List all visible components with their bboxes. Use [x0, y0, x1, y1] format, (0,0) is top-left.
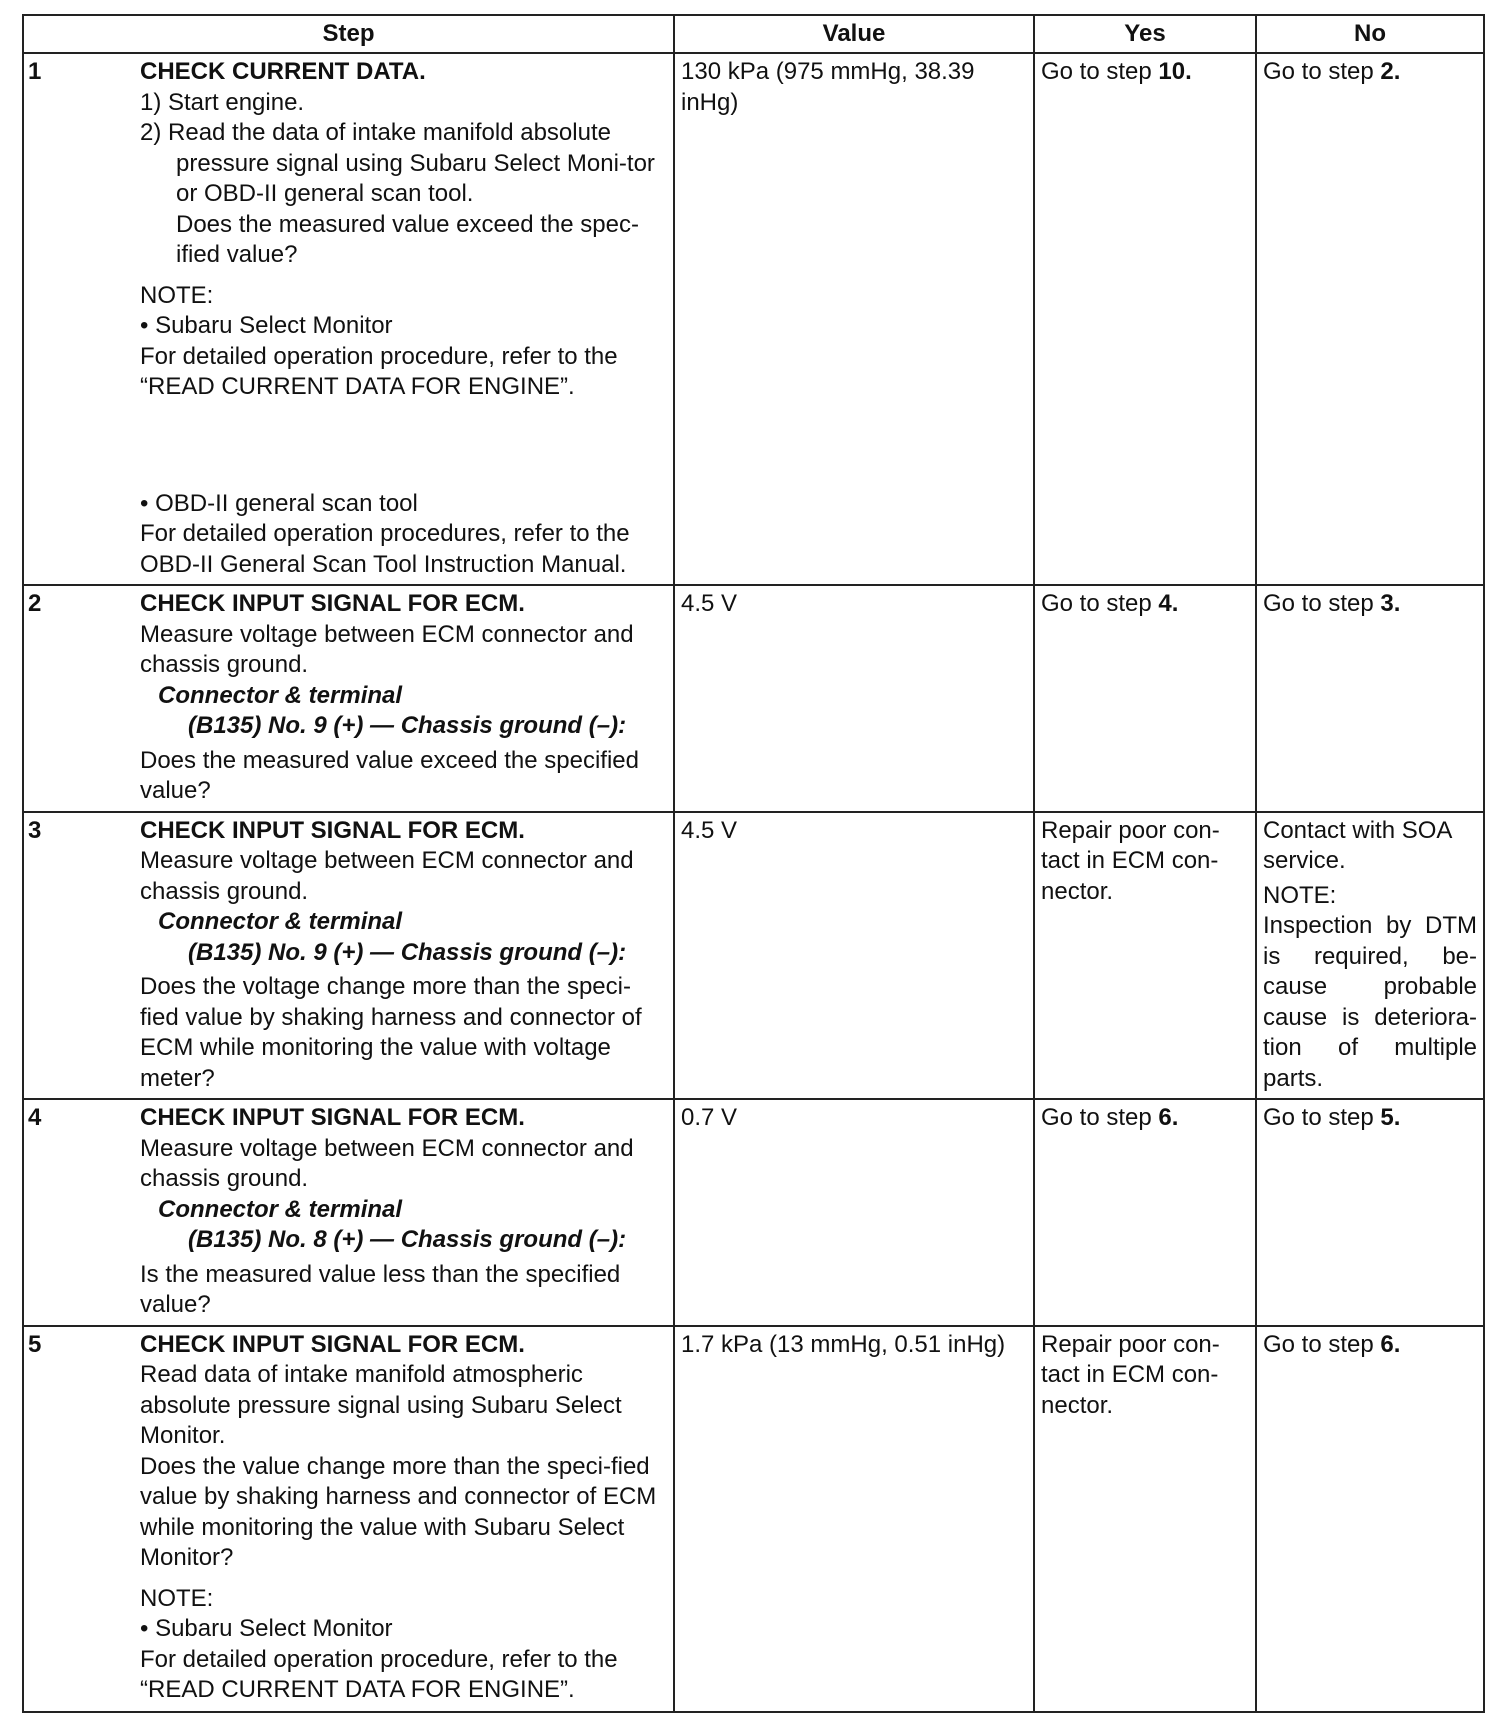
step-title: CHECK INPUT SIGNAL FOR ECM. — [140, 1330, 525, 1358]
no-text: Go to step — [1263, 1330, 1381, 1358]
step-cell — [23, 1326, 674, 1713]
table-row — [23, 585, 1484, 812]
table-row — [23, 53, 1484, 585]
yes-text: Go to step — [1041, 590, 1159, 617]
yes-cell: Repair poor con-tact in ECM con-nector. — [1034, 1326, 1256, 1713]
header-yes: Yes — [1034, 15, 1256, 53]
table-row — [23, 1099, 1484, 1326]
step-instruction: 2) Read the data of intake manifold absolute pressure signal using Subaru Select Moni-tor or OBD-II general scan tool. — [140, 119, 655, 207]
step-number: 4 — [28, 1104, 42, 1131]
no-step: 2. — [1380, 58, 1401, 85]
no-text: Go to step — [1263, 1104, 1381, 1131]
value-cell: 0.7 V — [674, 1099, 1034, 1326]
connector-terminal: (B135) No. 9 (+) — Chassis ground (–): — [188, 938, 627, 966]
note-bullet: • OBD-II general scan tool — [140, 489, 418, 517]
step-number: 1 — [28, 58, 42, 85]
yes-cell — [1034, 1099, 1256, 1326]
step-question: Does the measured value exceed the specified value? — [140, 746, 639, 804]
no-step: 5. — [1380, 1104, 1401, 1131]
no-text: Contact with SOA service. — [1263, 816, 1452, 874]
connector-terminal: (B135) No. 9 (+) — Chassis ground (–): — [188, 712, 627, 739]
step-number: 3 — [28, 816, 42, 844]
connector-label: Connector & terminal — [158, 681, 403, 709]
note-label: NOTE: — [140, 1584, 214, 1612]
step-title: CHECK INPUT SIGNAL FOR ECM. — [140, 816, 525, 844]
step-title: CHECK CURRENT DATA. — [140, 58, 426, 85]
note-text: For detailed operation procedure, refer to the “READ CURRENT DATA FOR ENGINE”. — [140, 1645, 618, 1703]
step-number: 2 — [28, 590, 42, 617]
note-text: For detailed operation procedures, refer to the OBD-II General Scan Tool Instruction Manual. — [140, 520, 630, 578]
no-cell — [1256, 812, 1484, 1100]
yes-text: Go to step — [1041, 1104, 1159, 1131]
note-bullet: • Subaru Select Monitor — [140, 312, 393, 339]
step-question: Is the measured value less than the specified value? — [140, 1260, 621, 1318]
connector-label: Connector & terminal — [158, 1195, 403, 1223]
yes-step: 4. — [1158, 590, 1179, 617]
no-note-label: NOTE: — [1263, 881, 1337, 909]
step-instruction: Measure voltage between ECM connector and chassis ground. — [140, 847, 634, 905]
step-instruction: Measure voltage between ECM connector and chassis ground. — [140, 1134, 634, 1192]
yes-cell — [1034, 585, 1256, 812]
step-title: CHECK INPUT SIGNAL FOR ECM. — [140, 590, 525, 617]
no-note-text: Inspection by DTM is required, be-cause probable cause is deteriora-tion of multiple parts. — [1263, 912, 1477, 1092]
yes-text: Go to step — [1041, 58, 1159, 85]
no-text: Go to step — [1263, 590, 1381, 617]
table-row — [23, 1326, 1484, 1713]
yes-step: 10. — [1158, 58, 1192, 85]
yes-cell: Repair poor con-tact in ECM con-nector. — [1034, 812, 1256, 1100]
step-instruction: Measure voltage between ECM connector and chassis ground. — [140, 620, 634, 678]
step-cell — [23, 53, 674, 585]
step-title: CHECK INPUT SIGNAL FOR ECM. — [140, 1104, 525, 1131]
no-step: 6. — [1380, 1330, 1401, 1358]
value-cell: 4.5 V — [674, 585, 1034, 812]
value-cell: 4.5 V — [674, 812, 1034, 1100]
header-row — [23, 15, 1484, 53]
note-label: NOTE: — [140, 281, 214, 309]
no-cell — [1256, 1326, 1484, 1713]
header-value: Value — [674, 15, 1034, 53]
note-text: For detailed operation procedure, refer to the “READ CURRENT DATA FOR ENGINE”. — [140, 342, 618, 400]
no-text: Go to step — [1263, 58, 1381, 85]
step-number: 5 — [28, 1330, 42, 1358]
step-question: Does the value change more than the speci-fied value by shaking harness and connector of ECM while monitoring the value with Subaru Select Monitor? — [140, 1452, 657, 1571]
step-question: Does the voltage change more than the speci-fied value by shaking harness and connector of ECM while monitoring the value with voltage meter? — [140, 973, 642, 1092]
value-cell: 1.7 kPa (13 mmHg, 0.51 inHg) — [674, 1326, 1034, 1713]
value-cell: 130 kPa (975 mmHg, 38.39 inHg) — [674, 53, 1034, 585]
yes-step: 6. — [1158, 1104, 1179, 1131]
no-step: 3. — [1380, 590, 1401, 617]
note-bullet: • Subaru Select Monitor — [140, 1615, 393, 1642]
step-cell — [23, 812, 674, 1100]
step-instruction: 1) Start engine. — [140, 88, 305, 116]
header-no: No — [1256, 15, 1484, 53]
diagnostic-table — [22, 14, 1485, 1713]
no-cell — [1256, 53, 1484, 585]
no-cell — [1256, 585, 1484, 812]
connector-label: Connector & terminal — [158, 908, 403, 935]
table-row — [23, 812, 1484, 1100]
step-question: Does the measured value exceed the spec-ified value? — [176, 210, 639, 268]
header-step: Step — [23, 15, 674, 53]
yes-cell — [1034, 53, 1256, 585]
step-cell — [23, 585, 674, 812]
step-cell — [23, 1099, 674, 1326]
no-cell — [1256, 1099, 1484, 1326]
connector-terminal: (B135) No. 8 (+) — Chassis ground (–): — [188, 1226, 627, 1253]
step-instruction: Read data of intake manifold atmospheric absolute pressure signal using Subaru Select Monitor. — [140, 1361, 622, 1449]
